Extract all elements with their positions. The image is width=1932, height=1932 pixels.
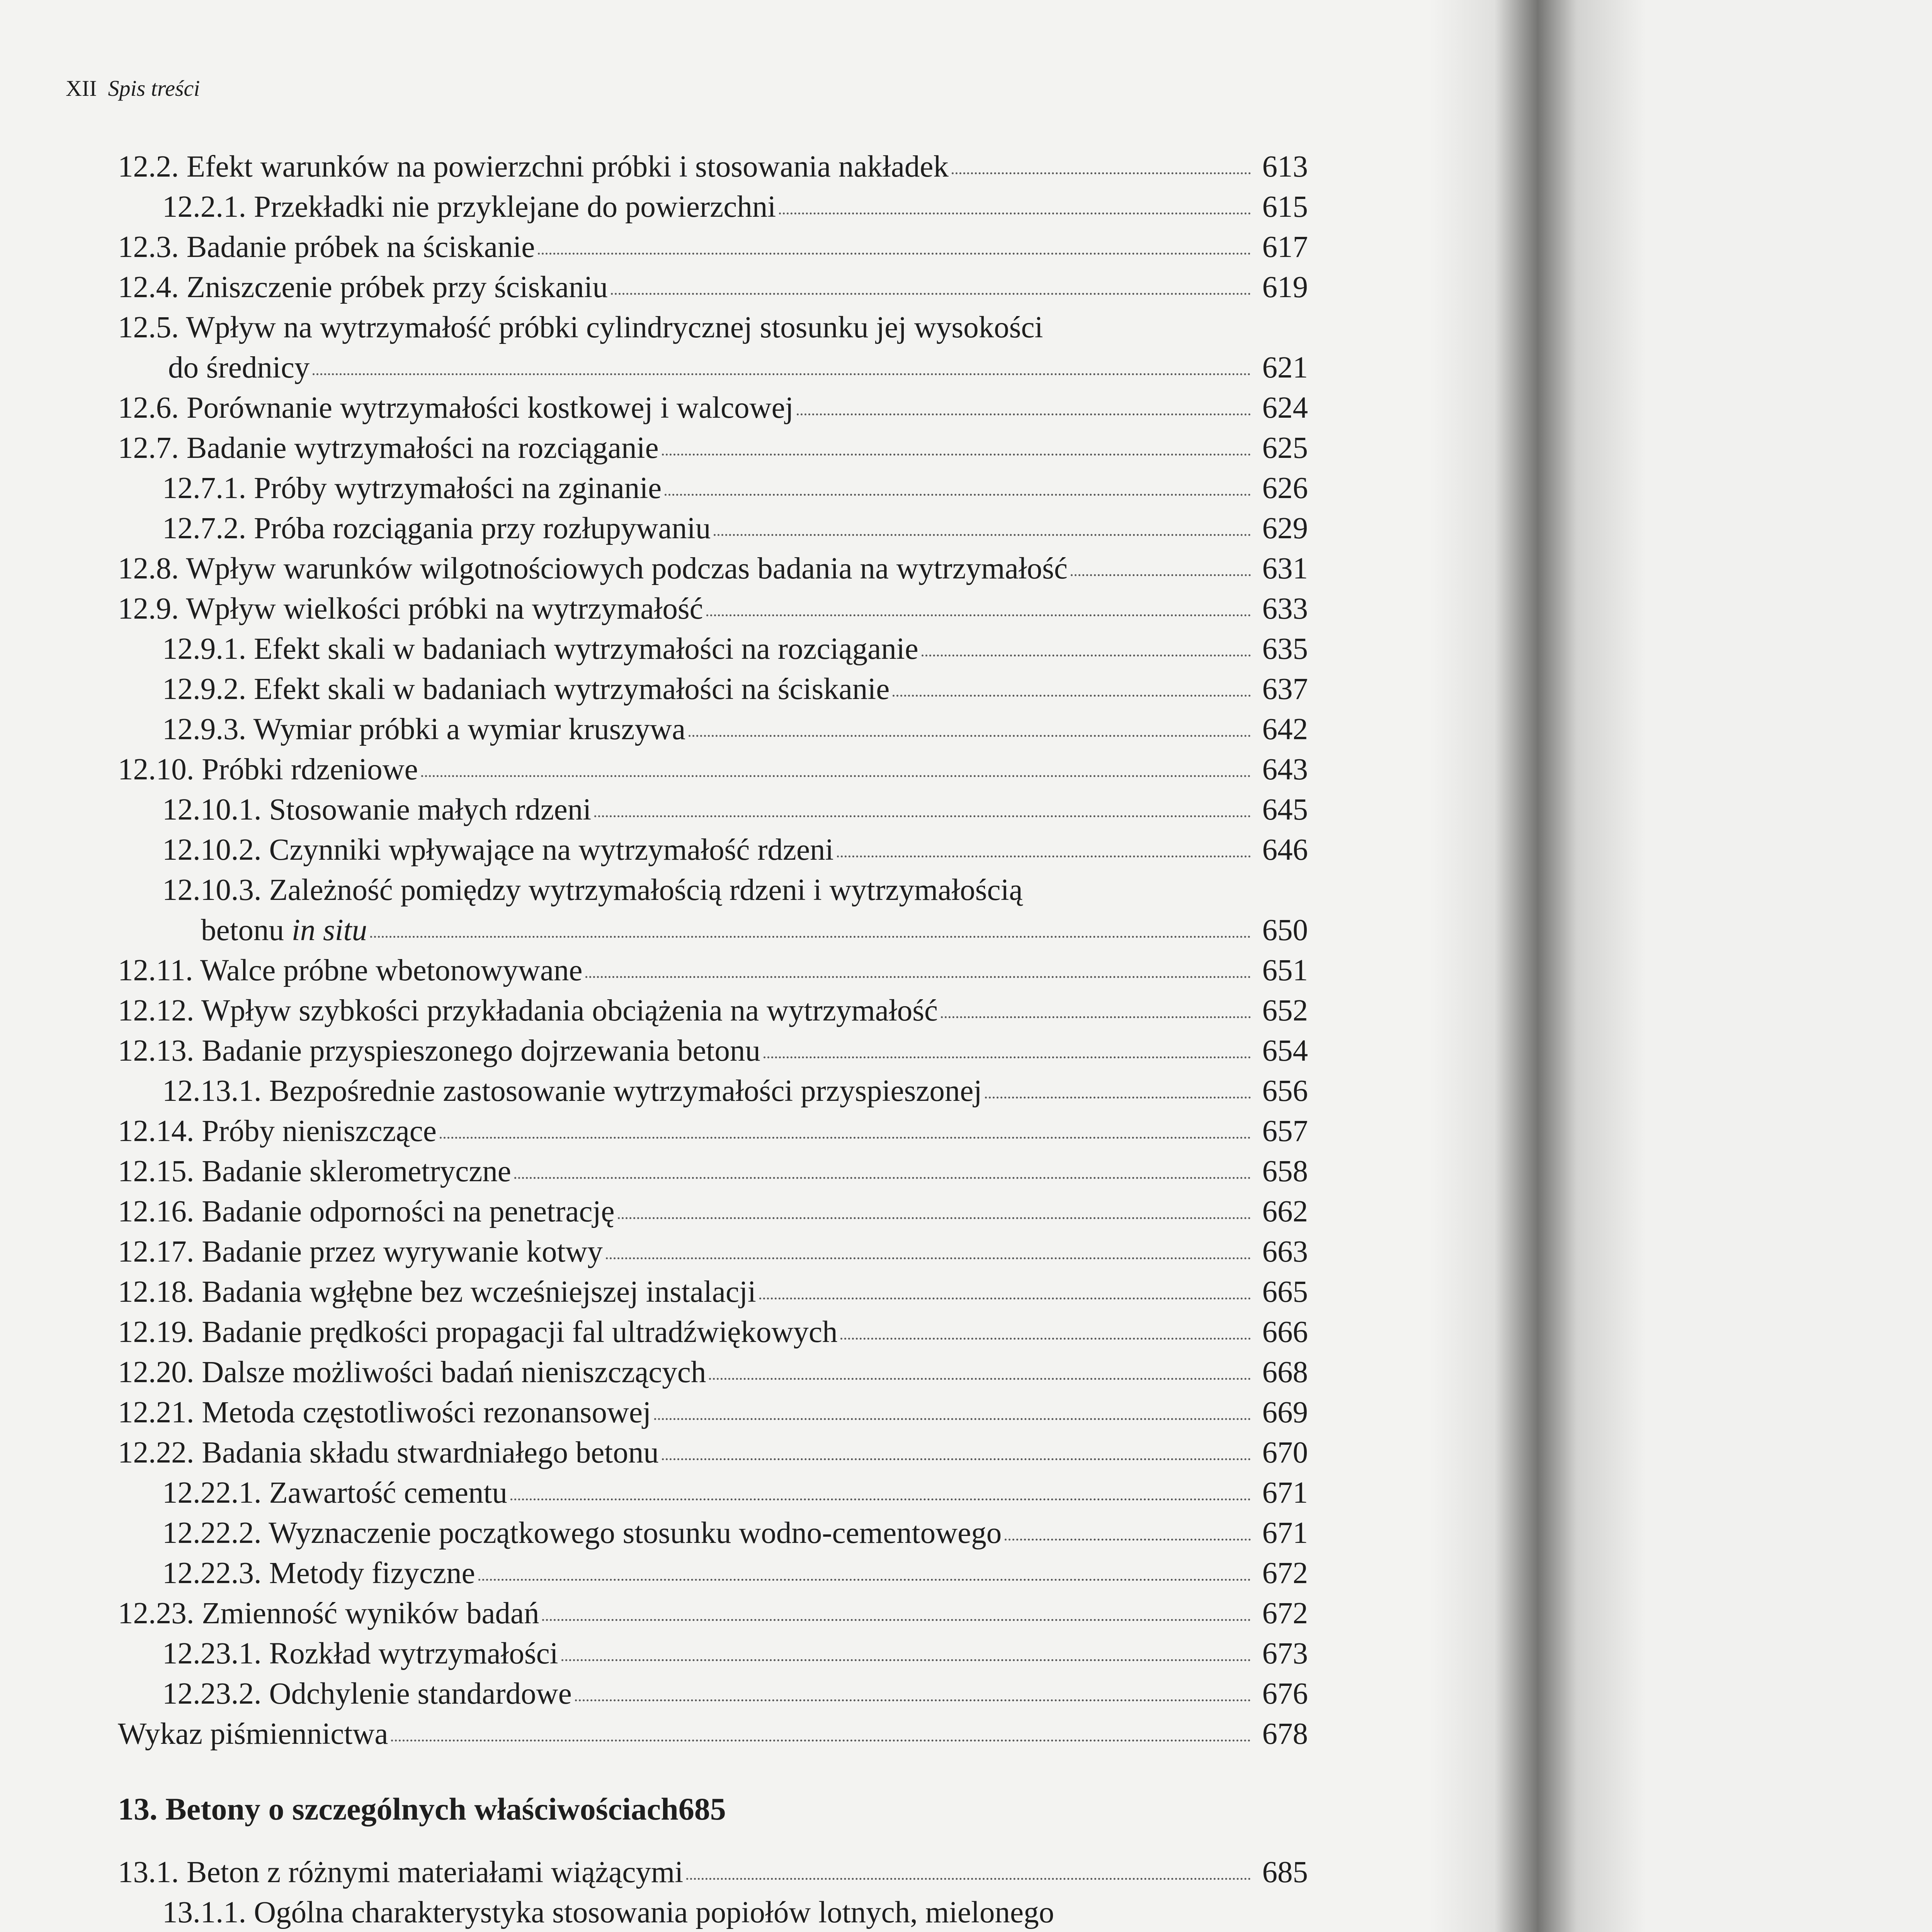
toc-entry-label (118, 227, 535, 267)
dot-leader (618, 1208, 1251, 1219)
toc-entry-label (162, 1634, 558, 1674)
toc-entry-number: 12.13. (118, 1034, 194, 1068)
toc-entry (118, 629, 1308, 669)
toc-entry-title: Badanie odporności na penetrację (202, 1195, 615, 1228)
dot-leader (709, 1369, 1251, 1380)
toc-entry-label (162, 910, 367, 951)
toc-entry (118, 790, 1308, 830)
toc-entry-label (118, 991, 938, 1031)
toc-entry-page: 672 (1262, 1597, 1308, 1630)
toc-entry-number: 12.22. (118, 1436, 194, 1469)
toc-entry-title-italic: in situ (291, 913, 367, 947)
toc-entry-number: 12.21. (118, 1396, 194, 1429)
toc-entry-title: Walce próbne wbetonowywane (200, 954, 583, 987)
toc-entry-page: 652 (1262, 994, 1308, 1027)
dot-leader (585, 967, 1251, 978)
toc-entry-title: Ogólna charakterystyka stosowania popiołów lotnych, mielonego (254, 1896, 1054, 1929)
toc-entry-label (162, 790, 591, 830)
toc-entry-page: 617 (1262, 230, 1308, 264)
toc-entry-page: 637 (1262, 672, 1308, 706)
toc-entry-page: 671 (1262, 1476, 1308, 1510)
toc-entry-title: Przekładki nie przyklejane do powierzchni (254, 190, 776, 224)
toc-entry (118, 468, 1308, 509)
toc-entry-title: Bezpośrednie zastosowanie wytrzymałości przyspieszonej (269, 1074, 982, 1108)
toc-entry-number: 12.18. (118, 1275, 194, 1309)
toc-entry-title: Wpływ szybkości przykładania obciążenia na wytrzymałość (201, 994, 938, 1027)
dot-leader (840, 1328, 1251, 1340)
dot-leader (654, 1409, 1251, 1420)
toc-entry-page: 615 (1262, 190, 1308, 224)
toc-entry-number: 12.23.1. (162, 1637, 262, 1670)
toc-entry-number: 12.9.1. (162, 632, 247, 666)
toc-entry (118, 1674, 1308, 1714)
toc-entry-title: Odchylenie standardowe (269, 1677, 572, 1711)
toc-entry-number: 12.19. (118, 1315, 194, 1349)
toc-entry (118, 428, 1308, 468)
chapter-title: Betony o szczególnych właściwościach (165, 1791, 679, 1827)
toc-entry-label (118, 308, 1043, 348)
toc-entry-page: 673 (1262, 1637, 1308, 1670)
toc-entry (118, 549, 1308, 589)
dot-leader (714, 525, 1251, 536)
toc-entry-label (162, 1674, 572, 1714)
dot-leader (706, 605, 1251, 616)
toc-entry-page: 668 (1262, 1355, 1308, 1389)
dot-leader (391, 1730, 1251, 1742)
toc-entry-number: 12.7. (118, 431, 179, 465)
toc-entry-title: Wpływ na wytrzymałość próbki cylindrycznej stosunku jej wysokości (186, 311, 1043, 344)
toc-entry (118, 1594, 1308, 1634)
toc-entry-page: 654 (1262, 1034, 1308, 1068)
toc-entry (118, 1714, 1308, 1754)
toc-entry-page: 656 (1262, 1074, 1308, 1108)
toc-entry-title: Próba rozciągania przy rozłupywaniu (254, 512, 711, 545)
toc-entry-number: 12.2. (118, 150, 179, 184)
dot-leader (611, 284, 1251, 295)
toc-entry-title: Beton z różnymi materiałami wiążącymi (186, 1855, 684, 1889)
toc-entry (118, 1232, 1308, 1272)
dot-leader (662, 444, 1251, 456)
toc-entry-page: 646 (1262, 833, 1308, 867)
toc-entry-label (118, 1433, 659, 1473)
toc-entry-label (162, 870, 1023, 910)
toc-entry-page: 624 (1262, 391, 1308, 425)
toc-entry-label (118, 1192, 615, 1232)
toc-entry (118, 1151, 1308, 1192)
toc-entry (118, 1071, 1308, 1111)
toc-entry-label (118, 1852, 683, 1893)
toc-entry (118, 669, 1308, 709)
toc-entry-label (118, 1312, 837, 1352)
toc-entry-title: Próbki rdzeniowe (202, 753, 418, 786)
toc-entry-number: 12.7.2. (162, 512, 247, 545)
toc-entry-title: Porównanie wytrzymałości kostkowej i walcowej (186, 391, 794, 425)
right-page (1519, 0, 1932, 1932)
toc-entry (118, 1192, 1308, 1232)
dot-leader (837, 846, 1251, 857)
toc-entry-label (118, 1151, 511, 1192)
toc-entry-label (162, 709, 685, 750)
toc-entry-title: Stosowanie małych rdzeni (269, 793, 592, 827)
toc-entry (118, 1473, 1308, 1513)
chapter-heading (118, 1789, 1308, 1829)
toc-entry-number: 12.6. (118, 391, 179, 425)
toc-entry (118, 1634, 1308, 1674)
toc-entry (118, 750, 1308, 790)
toc-entry-title: Efekt warunków na powierzchni próbki i stosowania nakładek (186, 150, 949, 184)
toc-entry-page: 671 (1262, 1516, 1308, 1550)
toc-entry-title: Próby wytrzymałości na zginanie (254, 471, 662, 505)
toc-entry-label (118, 951, 582, 991)
toc-entry-continuation (118, 348, 1308, 388)
toc-entry-page: 613 (1262, 150, 1308, 184)
toc-entry-number: 12.17. (118, 1235, 194, 1269)
toc-entry-number: 12.15. (118, 1155, 194, 1188)
toc-entry-page: 643 (1262, 753, 1308, 786)
toc-entry-number: 12.13.1. (162, 1074, 262, 1108)
dot-leader (594, 806, 1251, 817)
toc-entry-number: 12.16. (118, 1195, 194, 1228)
toc-entry-title: Metody fizyczne (269, 1556, 475, 1590)
toc-entry-number: 12.5. (118, 311, 179, 344)
toc-entry (118, 1031, 1308, 1071)
toc-entry-page: 621 (1262, 351, 1308, 384)
toc-entry (118, 1393, 1308, 1433)
toc-entry-title-cont: do średnicy (168, 351, 310, 384)
toc-left (118, 147, 1308, 1932)
toc-entry-page: 619 (1262, 270, 1308, 304)
toc-entry-label (162, 1473, 507, 1513)
toc-entry-title: Badanie prędkości propagacji fal ultradźwiękowych (202, 1315, 838, 1349)
toc-entry-number: 12.4. (118, 270, 179, 304)
toc-entry-label (162, 1553, 475, 1594)
toc-entry-page: 642 (1262, 713, 1308, 746)
toc-entry-label (118, 1111, 437, 1151)
toc-entry-number: 12.2.1. (162, 190, 247, 224)
toc-entry (118, 1852, 1308, 1893)
toc-entry-label (162, 830, 834, 870)
toc-entry-title: Wpływ warunków wilgotnościowych podczas badania na wytrzymałość (186, 552, 1068, 585)
toc-entry-page: 676 (1262, 1677, 1308, 1711)
toc-entry (118, 187, 1308, 227)
toc-entry (118, 1893, 1308, 1932)
toc-entry-title: Badania składu stwardniałego betonu (202, 1436, 659, 1469)
dot-leader (561, 1650, 1251, 1661)
dot-leader (922, 645, 1251, 656)
toc-entry-title: Zawartość cementu (269, 1476, 507, 1510)
toc-entry-label (162, 629, 918, 669)
toc-entry-label (118, 267, 608, 308)
toc-entry-label (118, 1272, 756, 1312)
toc-entry (118, 1312, 1308, 1352)
toc-entry-title: Badanie przyspieszonego dojrzewania betonu (202, 1034, 760, 1068)
toc-entry-number: 12.10.2. (162, 833, 262, 867)
toc-entry-page: 635 (1262, 632, 1308, 666)
toc-entry-title: Zmienność wyników badań (202, 1597, 539, 1630)
toc-entry-title: Metoda częstotliwości rezonansowej (202, 1396, 651, 1429)
toc-entry-label (118, 589, 703, 629)
toc-entry-continuation (118, 910, 1308, 951)
toc-entry (118, 951, 1308, 991)
toc-entry-title: Efekt skali w badaniach wytrzymałości na rozciąganie (254, 632, 918, 666)
toc-entry-title: Wpływ wielkości próbki na wytrzymałość (186, 592, 703, 626)
toc-entry-title-cont: betonu (201, 913, 292, 947)
toc-entry (118, 308, 1308, 348)
toc-entry-number: 12.23.2. (162, 1677, 262, 1711)
toc-entry-number: 12.10. (118, 753, 194, 786)
toc-entry (118, 870, 1308, 910)
toc-entry-page: 633 (1262, 592, 1308, 626)
toc-entry-page: 666 (1262, 1315, 1308, 1349)
toc-entry-label (118, 750, 418, 790)
toc-entry-label (118, 1594, 539, 1634)
toc-entry-label (162, 1893, 1054, 1932)
toc-entry-number: 12.10.3. (162, 873, 262, 907)
toc-entry-page: 651 (1262, 954, 1308, 987)
dot-leader (440, 1128, 1251, 1139)
toc-entry-number: 12.3. (118, 230, 179, 264)
toc-entry-page: 669 (1262, 1396, 1308, 1429)
dot-leader (689, 726, 1251, 737)
toc-entry-number: 12.8. (118, 552, 179, 585)
toc-entry-number: 12.22.3. (162, 1556, 262, 1590)
toc-entry-label (162, 1513, 1002, 1553)
toc-entry (118, 830, 1308, 870)
dot-leader (542, 1610, 1251, 1621)
toc-entry-number: 12.7.1. (162, 471, 247, 505)
toc-entry-title: Zniszczenie próbek przy ściskaniu (186, 270, 608, 304)
toc-entry-number: 12.9.2. (162, 672, 247, 706)
toc-entry-page: 626 (1262, 471, 1308, 505)
toc-entry-page: 657 (1262, 1114, 1308, 1148)
toc-entry-label (118, 1232, 603, 1272)
toc-entry-label (118, 1031, 760, 1071)
dot-leader (313, 364, 1251, 375)
toc-entry-title: Wymiar próbki a wymiar kruszywa (253, 713, 686, 746)
toc-entry-page: 650 (1262, 913, 1308, 947)
toc-entry-number: 12.14. (118, 1114, 194, 1148)
running-title: Spis treści (108, 76, 200, 101)
toc-entry-label (162, 509, 711, 549)
toc-entry-page: 663 (1262, 1235, 1308, 1269)
toc-entry (118, 509, 1308, 549)
toc-entry-number: 12.10.1. (162, 793, 262, 827)
dot-leader (952, 163, 1251, 174)
toc-entry (118, 1433, 1308, 1473)
page-folio: XII (66, 76, 97, 101)
toc-entry-title: Dalsze możliwości badań nieniszczących (202, 1355, 706, 1389)
toc-entry-number: 12.9. (118, 592, 179, 626)
toc-entry-title: Próby nieniszczące (202, 1114, 437, 1148)
toc-entry (118, 1513, 1308, 1553)
dot-leader (797, 404, 1251, 415)
toc-entry-number: 12.23. (118, 1597, 194, 1630)
toc-entry-label (162, 1071, 982, 1111)
toc-entry-page: 658 (1262, 1155, 1308, 1188)
dot-leader (538, 243, 1251, 255)
dot-leader (941, 1007, 1251, 1018)
chapter-label (118, 1789, 679, 1829)
dot-leader (893, 685, 1251, 697)
dot-leader (985, 1087, 1251, 1099)
toc-entry-title: Wykaz piśmiennictwa (118, 1717, 388, 1751)
dot-leader (1071, 565, 1251, 576)
toc-entry-label (162, 468, 662, 509)
toc-entry-title: Badania wgłębne bez wcześniejszej instalacji (202, 1275, 756, 1309)
toc-entry (118, 709, 1308, 750)
dot-leader (606, 1248, 1251, 1259)
toc-entry-label (118, 388, 794, 428)
toc-entry-label (118, 1393, 651, 1433)
toc-entry-title: Badanie próbek na ściskanie (186, 230, 535, 264)
toc-entry-number: 12.11. (118, 954, 193, 987)
toc-entry-page: 678 (1262, 1717, 1308, 1751)
toc-entry-title: Rozkład wytrzymałości (269, 1637, 558, 1670)
dot-leader (665, 485, 1251, 496)
dot-leader (686, 1869, 1251, 1880)
toc-entry (118, 147, 1308, 187)
dot-leader (514, 1168, 1251, 1179)
toc-entry-label (118, 428, 659, 468)
toc-entry-label (118, 348, 310, 388)
toc-entry-title: Czynniki wpływające na wytrzymałość rdzeni (269, 833, 834, 867)
dot-leader (421, 766, 1251, 777)
toc-entry-page: 672 (1262, 1556, 1308, 1590)
toc-entry-label (118, 1352, 706, 1393)
toc-entry (118, 589, 1308, 629)
toc-entry-page: 631 (1262, 552, 1308, 585)
dot-leader (510, 1489, 1251, 1500)
chapter-page: 685 (678, 1791, 726, 1827)
toc-entry-number: 12.22.2. (162, 1516, 262, 1550)
toc-entry-label (162, 187, 776, 227)
left-page-header (66, 75, 200, 101)
dot-leader (779, 203, 1251, 214)
toc-entry-page: 685 (1262, 1855, 1308, 1889)
toc-entry-number: 12.9.3. (162, 713, 247, 746)
toc-entry-label (162, 669, 889, 709)
dot-leader (370, 927, 1251, 938)
toc-entry (118, 267, 1308, 308)
toc-entry (118, 991, 1308, 1031)
toc-entry (118, 388, 1308, 428)
dot-leader (764, 1047, 1251, 1058)
chapter-number: 13. (118, 1791, 158, 1827)
toc-entry (118, 1553, 1308, 1594)
toc-entry-title: Badanie wytrzymałości na rozciąganie (186, 431, 659, 465)
toc-entry-page: 662 (1262, 1195, 1308, 1228)
toc-entry-label (118, 1714, 388, 1754)
toc-entry-number: 12.12. (118, 994, 194, 1027)
toc-entry-label (118, 549, 1068, 589)
toc-entry-number: 12.22.1. (162, 1476, 262, 1510)
toc-entry-page: 645 (1262, 793, 1308, 827)
toc-entry-number: 13.1. (118, 1855, 179, 1889)
toc-entry-page: 665 (1262, 1275, 1308, 1309)
toc-entry-title: Efekt skali w badaniach wytrzymałości na ściskanie (254, 672, 890, 706)
toc-entry-title: Badanie przez wyrywanie kotwy (202, 1235, 603, 1269)
dot-leader (1005, 1529, 1251, 1541)
toc-entry-page: 629 (1262, 512, 1308, 545)
dot-leader (478, 1570, 1251, 1581)
dot-leader (759, 1288, 1251, 1299)
toc-entry (118, 1111, 1308, 1151)
toc-entry (118, 227, 1308, 267)
toc-entry-page: 625 (1262, 431, 1308, 465)
toc-entry-title: Wyznaczenie początkowego stosunku wodno-cementowego (269, 1516, 1002, 1550)
toc-entry-title: Badanie sklerometryczne (202, 1155, 511, 1188)
toc-entry (118, 1272, 1308, 1312)
toc-entry-page: 670 (1262, 1436, 1308, 1469)
toc-entry-number: 13.1.1. (162, 1896, 247, 1929)
toc-entry-label (118, 147, 949, 187)
toc-entry-number: 12.20. (118, 1355, 194, 1389)
dot-leader (662, 1449, 1251, 1460)
dot-leader (575, 1690, 1251, 1701)
toc-entry (118, 1352, 1308, 1393)
toc-entry-title: Zależność pomiędzy wytrzymałością rdzeni i wytrzymałością (269, 873, 1023, 907)
